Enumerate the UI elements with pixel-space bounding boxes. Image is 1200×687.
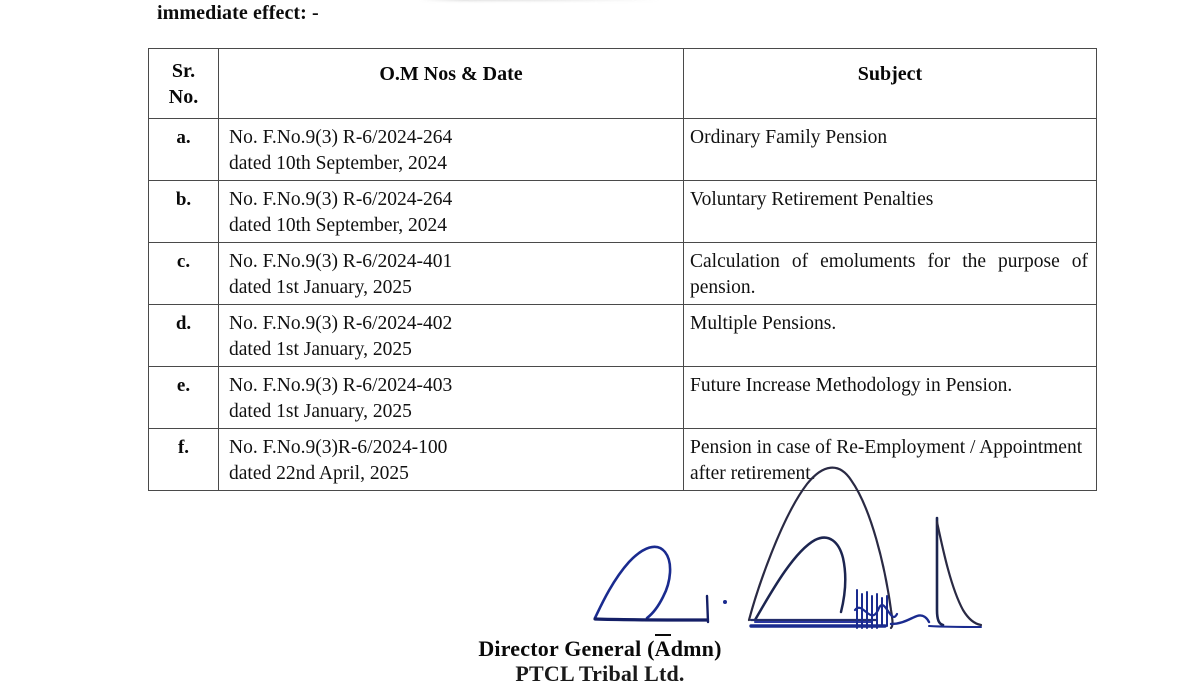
subject-value: Ordinary Family Pension bbox=[690, 127, 888, 148]
om-number-line: No. F.No.9(3) R-6/2024-264 bbox=[229, 189, 453, 210]
table-row bbox=[149, 181, 1097, 243]
cell-subject bbox=[684, 429, 1097, 491]
intro-text: immediate effect: - bbox=[157, 2, 319, 24]
om-number-line: No. F.No.9(3)R-6/2024-100 bbox=[229, 437, 448, 458]
subject-value: Pension in case of Re-Employment / Appointment after retirement. bbox=[690, 437, 1083, 484]
column-header-sr-no-line2: No. bbox=[168, 86, 199, 109]
column-header-sr-no-line1: Sr. bbox=[171, 60, 196, 82]
column-header-subject bbox=[684, 49, 1097, 119]
cell-om-no-date bbox=[219, 243, 684, 305]
cell-subject bbox=[684, 243, 1097, 305]
column-header-sr-no bbox=[149, 49, 219, 119]
table-row bbox=[149, 243, 1097, 305]
om-number-line: No. F.No.9(3) R-6/2024-403 bbox=[229, 375, 453, 396]
om-date-line: dated 10th September, 2024 bbox=[229, 152, 448, 174]
om-no-date-value bbox=[219, 243, 683, 301]
om-no-date-value bbox=[219, 429, 683, 487]
designation-macron-letter: A bbox=[654, 636, 671, 661]
signature-subline-text: PTCL Tribal Ltd. bbox=[515, 661, 685, 686]
om-no-date-value bbox=[219, 305, 683, 363]
subject-value: Future Increase Methodology in Pension. bbox=[690, 375, 1013, 396]
cell-subject bbox=[684, 305, 1097, 367]
cell-subject bbox=[684, 367, 1097, 429]
om-date-line: dated 22nd April, 2025 bbox=[229, 462, 409, 484]
signature-subline-clipped bbox=[0, 661, 1200, 686]
subject-value: Voluntary Retirement Penalties bbox=[690, 189, 934, 210]
designation-suffix: dmn) bbox=[670, 636, 722, 661]
signature-designation bbox=[0, 636, 1200, 662]
sr-no-value: e. bbox=[176, 375, 191, 396]
column-header-subject-label: Subject bbox=[857, 63, 923, 85]
table-row bbox=[149, 367, 1097, 429]
cell-sr-no bbox=[149, 119, 219, 181]
om-number-line: No. F.No.9(3) R-6/2024-402 bbox=[229, 313, 453, 334]
designation-prefix: Director General ( bbox=[478, 636, 655, 661]
cell-sr-no bbox=[149, 429, 219, 491]
cut-off-line-above-ghost bbox=[420, 0, 660, 1]
sr-no-value: f. bbox=[177, 437, 190, 458]
subject-value: Multiple Pensions. bbox=[690, 313, 837, 334]
om-list-table bbox=[148, 48, 1097, 491]
handwritten-signature bbox=[585, 470, 985, 645]
cell-om-no-date bbox=[219, 429, 684, 491]
cell-sr-no bbox=[149, 181, 219, 243]
om-date-line: dated 1st January, 2025 bbox=[229, 400, 412, 422]
cell-subject bbox=[684, 181, 1097, 243]
subject-value: Calculation of emoluments for the purpose of pension. bbox=[690, 251, 1088, 298]
om-date-line: dated 1st January, 2025 bbox=[229, 276, 412, 298]
table-row bbox=[149, 119, 1097, 181]
cell-om-no-date bbox=[219, 119, 684, 181]
om-date-line: dated 10th September, 2024 bbox=[229, 214, 448, 236]
cell-om-no-date bbox=[219, 367, 684, 429]
cell-subject bbox=[684, 119, 1097, 181]
cell-om-no-date bbox=[219, 181, 684, 243]
table-row bbox=[149, 305, 1097, 367]
sr-no-value: a. bbox=[176, 127, 191, 148]
om-no-date-value bbox=[219, 119, 683, 177]
cell-om-no-date bbox=[219, 305, 684, 367]
cell-sr-no bbox=[149, 243, 219, 305]
column-header-om-nos-date bbox=[219, 49, 684, 119]
sr-no-value: c. bbox=[176, 251, 191, 272]
cell-sr-no bbox=[149, 367, 219, 429]
om-date-line: dated 1st January, 2025 bbox=[229, 338, 412, 360]
om-no-date-value bbox=[219, 181, 683, 239]
table-body bbox=[149, 119, 1097, 491]
table-header-row bbox=[149, 49, 1097, 119]
cell-sr-no bbox=[149, 305, 219, 367]
column-header-om-nos-date-label: O.M Nos & Date bbox=[379, 63, 523, 85]
sr-no-value: b. bbox=[175, 189, 192, 210]
table-row bbox=[149, 429, 1097, 491]
om-number-line: No. F.No.9(3) R-6/2024-401 bbox=[229, 251, 453, 272]
om-number-line: No. F.No.9(3) R-6/2024-264 bbox=[229, 127, 453, 148]
sr-no-value: d. bbox=[175, 313, 192, 334]
om-no-date-value bbox=[219, 367, 683, 425]
